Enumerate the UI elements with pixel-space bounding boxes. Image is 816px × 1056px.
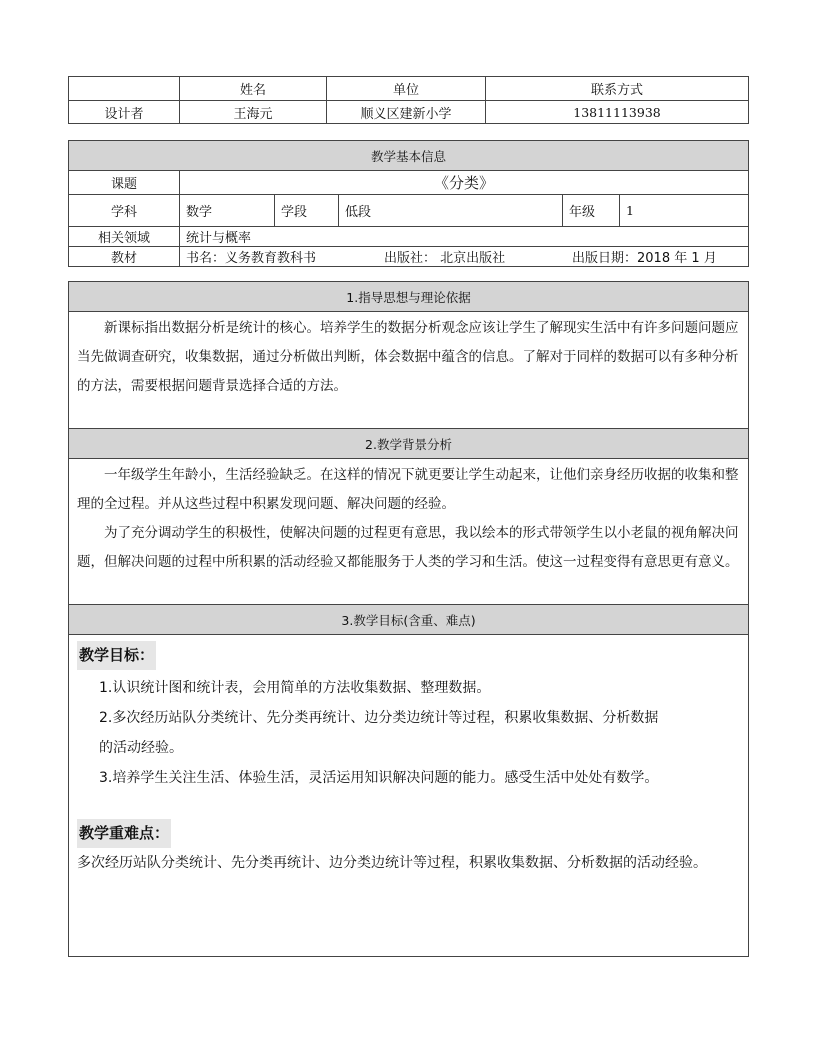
domain-value: 统计与概率 bbox=[180, 227, 749, 247]
goal-2-line1: 2.多次经历站队分类统计、先分类再统计、边分类边统计等过程，积累收集数据、分析数据 bbox=[99, 710, 659, 726]
textbook-label: 教材 bbox=[69, 247, 180, 267]
goal-2 bbox=[77, 703, 740, 763]
goal-3: 3.培养学生关注生活、体验生活，灵活运用知识解决问题的能力。感受生活中处处有数学。 bbox=[99, 770, 659, 786]
subject-label: 学科 bbox=[69, 195, 180, 227]
header-contact: 联系方式 bbox=[486, 77, 749, 101]
section2-para2: 为了充分调动学生的积极性，使解决问题的过程更有意思，我以绘本的形式带领学生以小老鼠的视角解决问题，但解决问题的过程中所积累的活动经验又都能服务于人类的学习和生活。使这一过程变得有意思更有意义。 bbox=[77, 525, 739, 570]
textbook-date: 出版日期：2018 年 1 月 bbox=[572, 251, 717, 266]
grade-value: 1 bbox=[620, 195, 749, 227]
designer-label: 设计者 bbox=[69, 101, 180, 124]
textbook-publisher: 出版社： 北京出版社 bbox=[384, 251, 506, 266]
basic-info-table bbox=[68, 140, 749, 267]
domain-label: 相关领域 bbox=[69, 227, 180, 247]
stage-value: 低段 bbox=[339, 195, 563, 227]
stage-label: 学段 bbox=[275, 195, 339, 227]
section1-text: 新课标指出数据分析是统计的核心。培养学生的数据分析观念应该让学生了解现实生活中有许多问题问题应当先做调查研究，收集数据，通过分析做出判断，体会数据中蕴含的信息。了解对于同样的数据可以有多种分析的方法，需要根据问题背景选择合适的方法。 bbox=[77, 320, 739, 394]
section1-title: 1.指导思想与理论依据 bbox=[69, 282, 749, 312]
key-heading: 教学重难点： bbox=[77, 819, 171, 848]
textbook-value bbox=[180, 247, 749, 267]
header-name: 姓名 bbox=[180, 77, 327, 101]
textbook-book: 书名：义务教育教科书 bbox=[186, 251, 317, 266]
designer-phone: 13811113938 bbox=[486, 101, 749, 124]
subject-value: 数学 bbox=[180, 195, 275, 227]
section2-body bbox=[69, 459, 749, 605]
sections-table bbox=[68, 281, 749, 957]
designer-unit: 顺义区建新小学 bbox=[327, 101, 486, 124]
designer-table bbox=[68, 76, 749, 124]
section1-body bbox=[69, 312, 749, 429]
topic-value: 《分类》 bbox=[180, 171, 749, 195]
header-unit: 单位 bbox=[327, 77, 486, 101]
designer-name: 王海元 bbox=[180, 101, 327, 124]
goals-heading: 教学目标： bbox=[77, 641, 156, 670]
section3-body bbox=[69, 635, 749, 957]
section3-title: 3.教学目标(含重、难点) bbox=[69, 605, 749, 635]
section2-title: 2.教学背景分析 bbox=[69, 429, 749, 459]
key-text: 多次经历站队分类统计、先分类再统计、边分类边统计等过程，积累收集数据、分析数据的活动经验。 bbox=[77, 855, 707, 871]
section2-para1: 一年级学生年龄小，生活经验缺乏。在这样的情况下就更要让学生动起来，让他们亲身经历收据的收集和整理的全过程。并从这些过程中积累发现问题、解决问题的经验。 bbox=[77, 467, 739, 512]
topic-label: 课题 bbox=[69, 171, 180, 195]
grade-label: 年级 bbox=[563, 195, 620, 227]
designer-header-empty bbox=[69, 77, 180, 101]
basic-info-title: 教学基本信息 bbox=[69, 141, 749, 171]
goal-2-line2: 的活动经验。 bbox=[99, 740, 183, 756]
goal-1: 1.认识统计图和统计表，会用简单的方法收集数据、整理数据。 bbox=[99, 680, 491, 696]
